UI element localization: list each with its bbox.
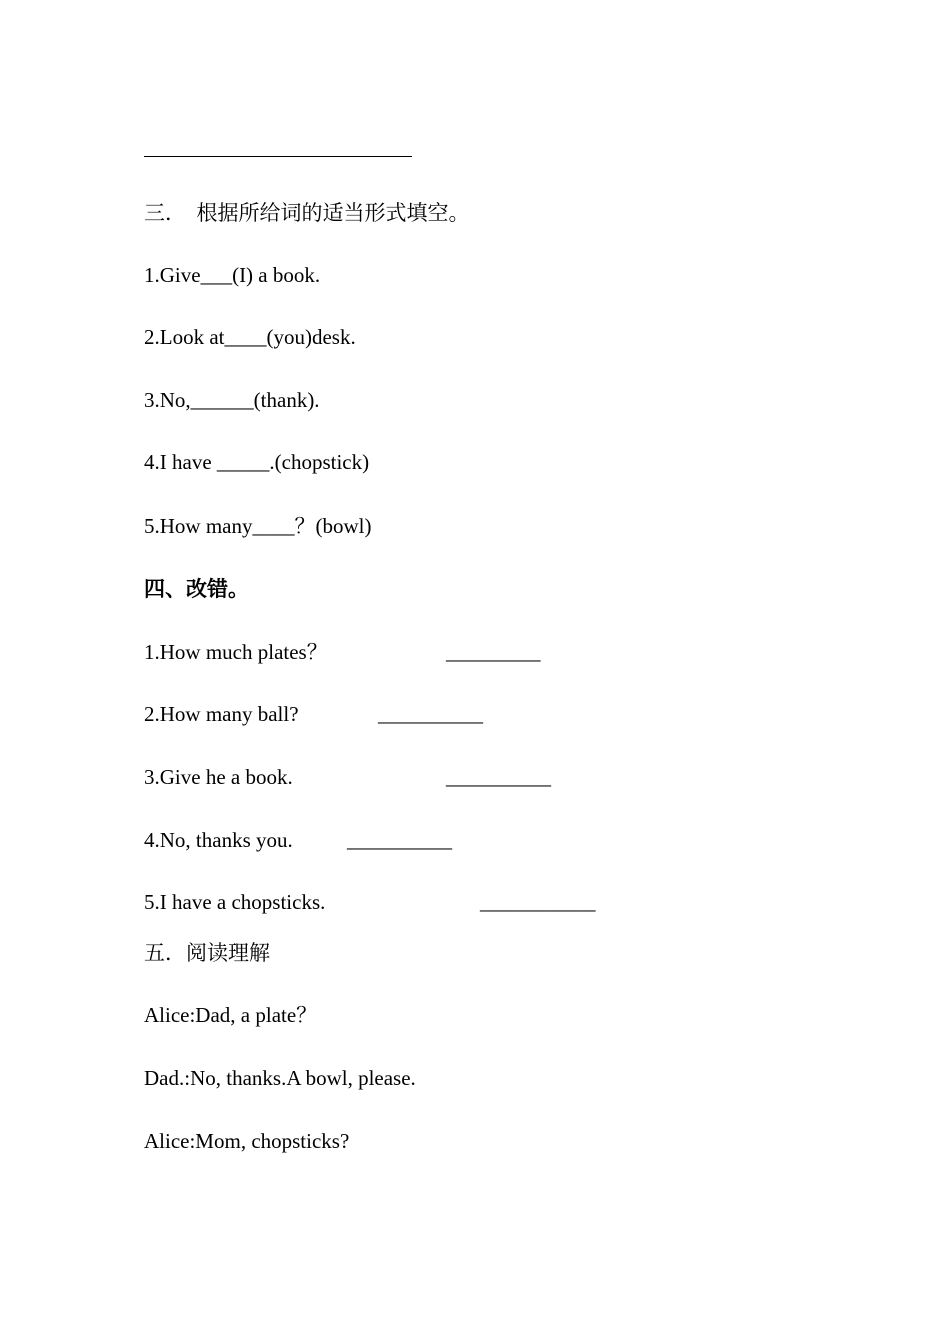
dialogue-line-1: Alice:Dad, a plate？ [144,1003,318,1027]
section-5-heading: 五．阅读理解 [144,941,270,965]
section-4-item-2-blank: __________ [378,702,483,726]
section-4-item-1-blank: _________ [446,640,541,664]
section-4-item-4-blank: __________ [347,828,452,852]
section-3-item-4: 4.I have _____.(chopstick) [144,450,370,474]
section-3-item-1: 1.Give___(I) a book. [144,263,321,287]
section-4-item-4: 4.No, thanks you. [144,828,293,852]
section-4-item-3: 3.Give he a book. [144,765,293,789]
section-3-item-5: 5.How many____？(bowl) [144,514,372,538]
answer-line-top [144,156,412,157]
section-4-item-1: 1.How much plates？ [144,640,328,664]
section-4-item-5-blank: ___________ [480,890,596,914]
section-3-item-2: 2.Look at____(you)desk. [144,325,356,349]
section-3-item-3: 3.No,______(thank). [144,388,320,412]
dialogue-line-3: Alice:Mom, chopsticks? [144,1129,350,1153]
section-4-item-3-blank: __________ [446,765,551,789]
section-4-item-5: 5.I have a chopsticks. [144,890,326,914]
section-4-heading: 四、改错。 [144,577,249,601]
section-4-item-2: 2.How many ball? [144,702,299,726]
dialogue-line-2: Dad.:No, thanks.A bowl, please. [144,1066,416,1090]
section-3-heading: 三． 根据所给词的适当形式填空。 [144,201,470,225]
